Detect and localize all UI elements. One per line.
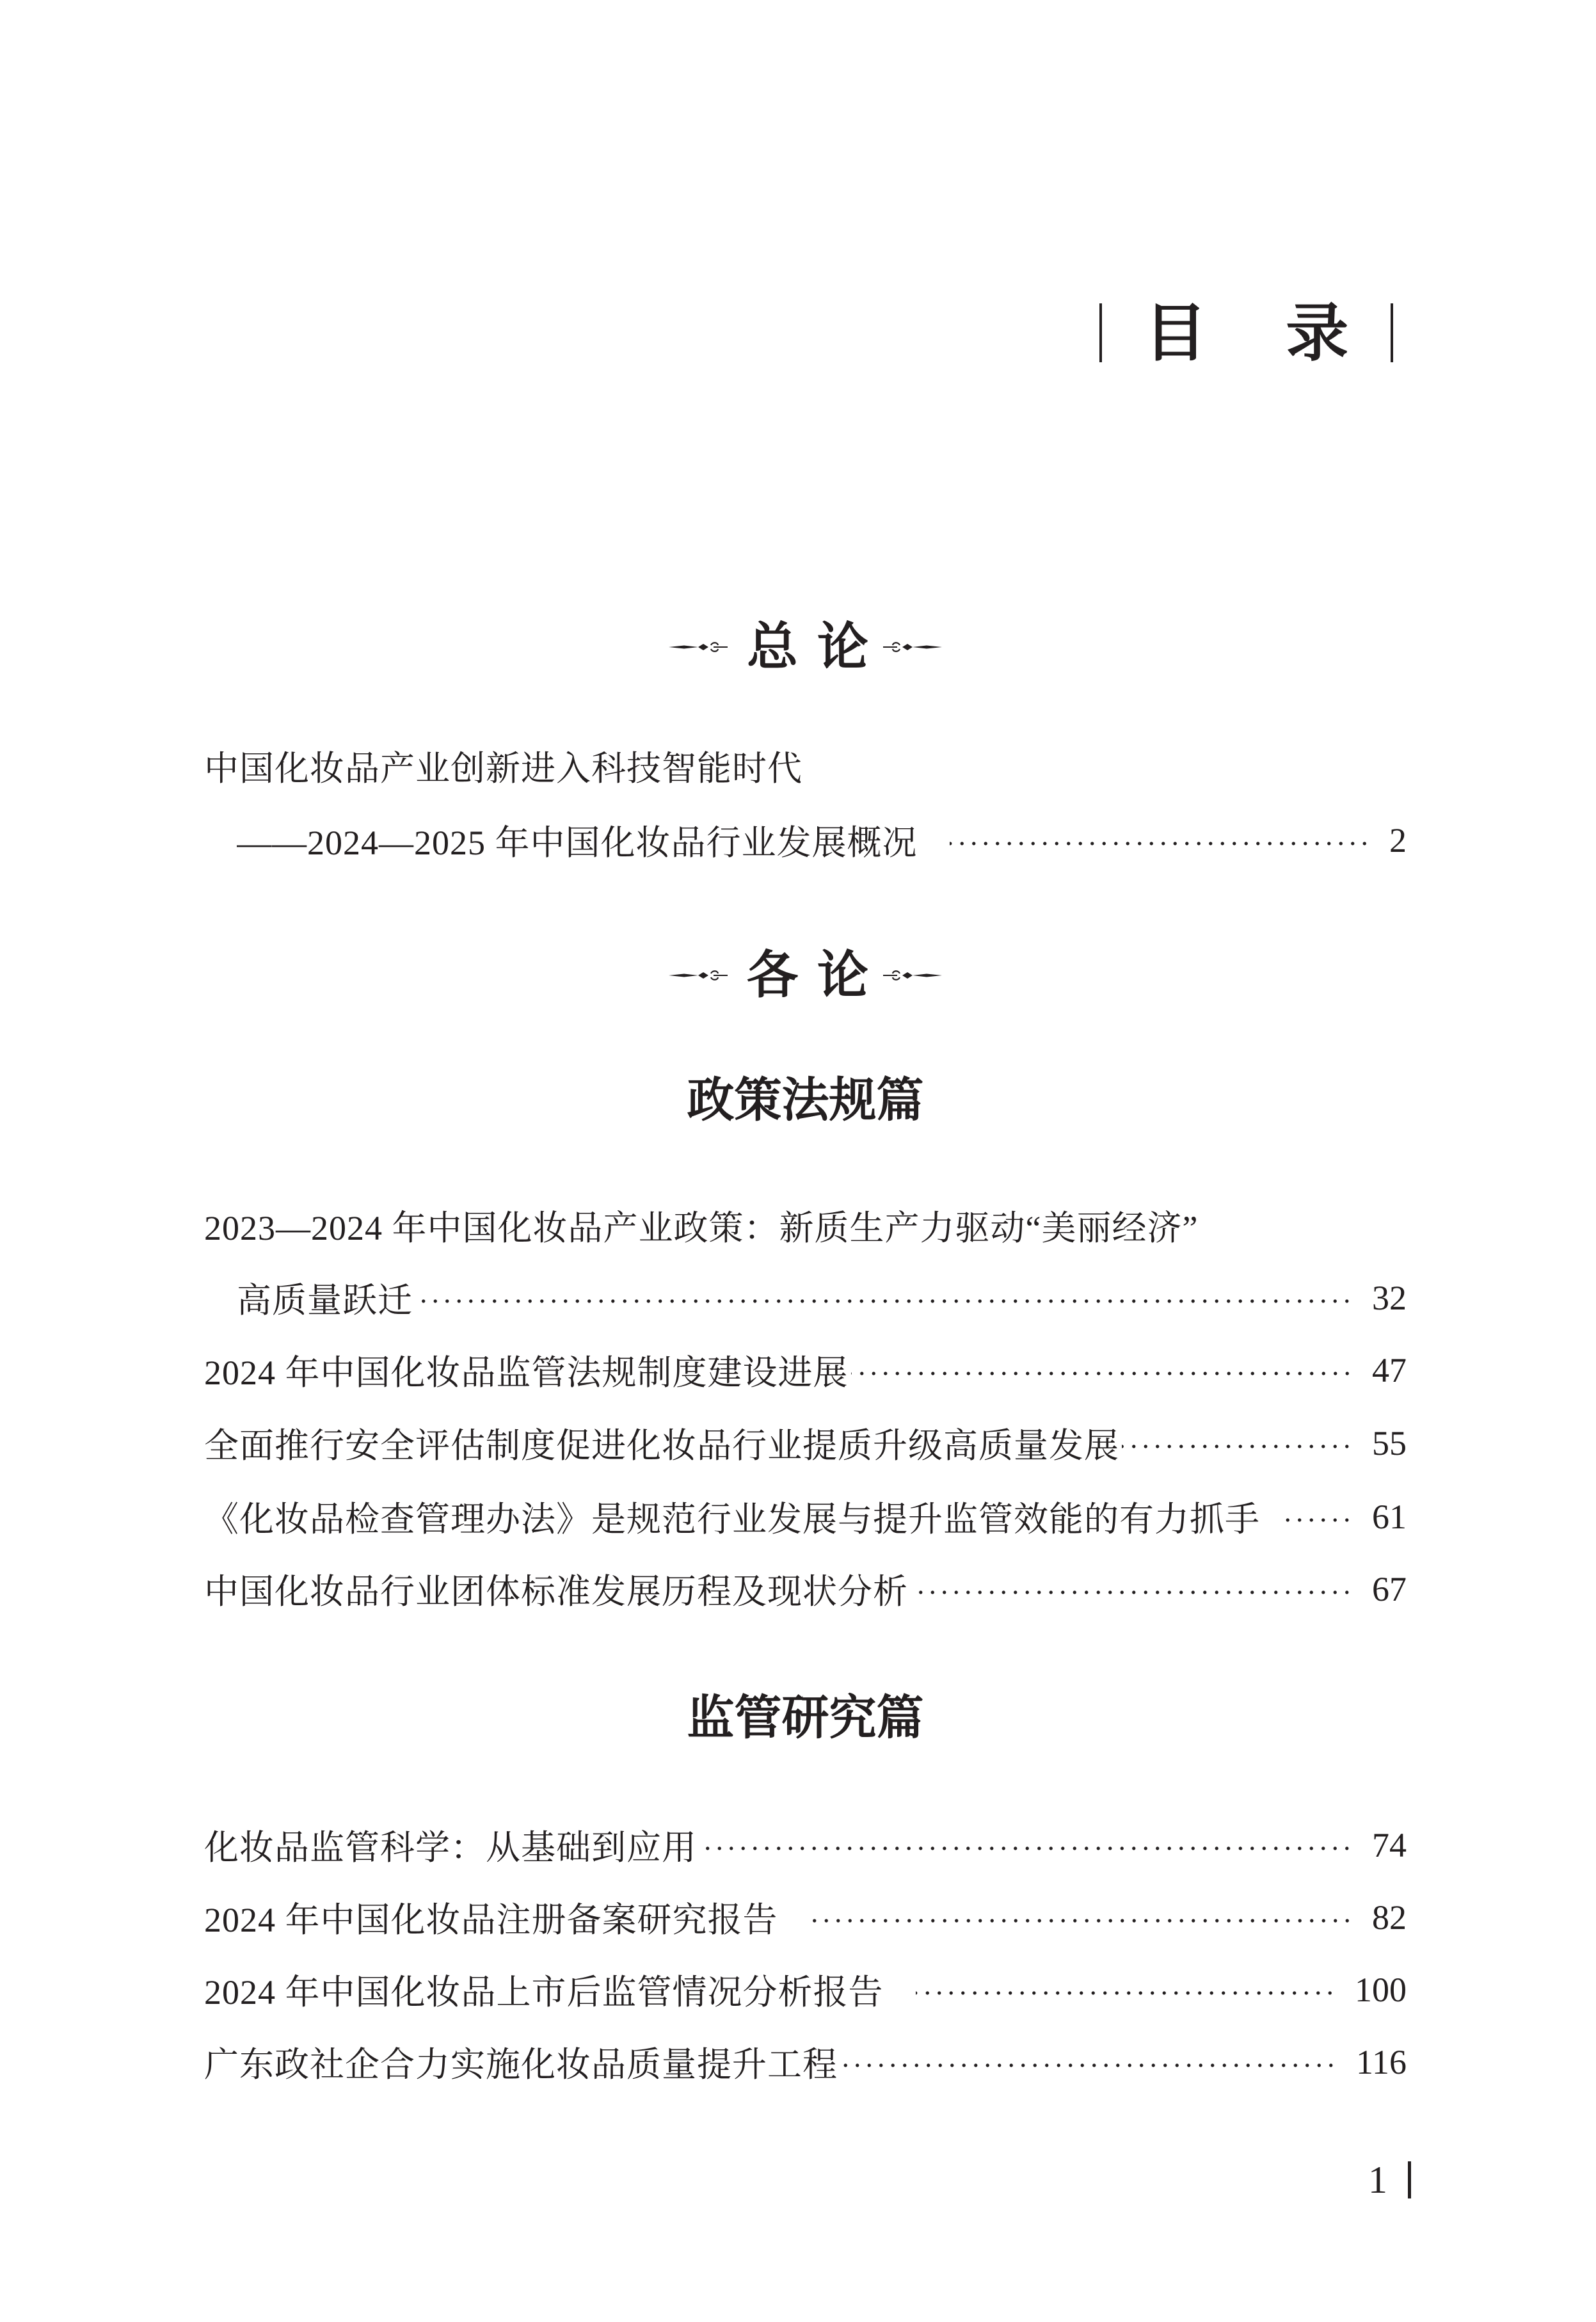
- dot-leader: [950, 840, 1371, 847]
- ornament-right-icon: [883, 639, 942, 655]
- toc-entry: [204, 2026, 1407, 2098]
- ornament-left-icon: [669, 639, 728, 655]
- entry-page-number: 61: [1372, 1497, 1407, 1536]
- toc-title-text: 目 录: [1144, 298, 1380, 368]
- entry-page-number: 82: [1372, 1898, 1407, 1937]
- general-heading-text: 总论: [747, 618, 888, 675]
- entry-page-number: 32: [1372, 1278, 1407, 1317]
- specific-heading: [204, 937, 1407, 1014]
- toc-content: [204, 0, 1407, 2322]
- entry-title: ——2024—2025 年中国化妆品行业发展概况: [237, 824, 918, 862]
- entry-title: 化妆品监管科学：从基础到应用: [204, 1829, 697, 1867]
- entry-title: 中国化妆品产业创新进入科技智能时代: [204, 749, 802, 788]
- dot-leader: [415, 1298, 1353, 1304]
- entry-page-number: 47: [1372, 1350, 1407, 1389]
- entry-title: 2024 年中国化妆品上市后监管情况分析报告: [204, 1973, 884, 2012]
- dot-leader: [1122, 1443, 1353, 1450]
- entry-title: 广东政社企合力实施化妆品质量提升工程: [204, 2046, 838, 2084]
- dot-leader: [911, 1589, 1353, 1596]
- dot-leader: [916, 1990, 1336, 1996]
- dot-leader: [810, 1918, 1353, 1924]
- ornament-left-icon: [669, 967, 728, 984]
- entry-page-number: 2: [1389, 821, 1407, 860]
- entry-page-number: 100: [1355, 1970, 1407, 2009]
- toc-entry: [204, 1881, 1407, 1953]
- toc-entry: [237, 1261, 1407, 1334]
- toc-entry: [237, 804, 1407, 876]
- ornament-right-icon: [883, 967, 942, 984]
- entry-title: 全面推行安全评估制度促进化妆品行业提质升级高质量发展: [204, 1427, 1119, 1465]
- part-heading-policy: 政策法规篇: [687, 1075, 924, 1127]
- toc-entry: [204, 1334, 1407, 1406]
- dot-leader: [699, 1845, 1353, 1852]
- dot-leader: [851, 1370, 1353, 1377]
- entry-title: 中国化妆品行业团体标准发展历程及现状分析: [204, 1573, 908, 1611]
- entry-title: 2024 年中国化妆品监管法规制度建设进展: [204, 1354, 849, 1392]
- page-footer: [1368, 2161, 1411, 2199]
- toc-entry: [204, 1809, 1407, 1881]
- entry-page-number: 67: [1372, 1569, 1407, 1608]
- entry-page-number: 116: [1356, 2042, 1407, 2081]
- toc-entry: [204, 1407, 1407, 1479]
- toc-entry: [204, 1553, 1407, 1625]
- toc-entry-line: [204, 730, 1407, 802]
- general-heading: [204, 609, 1407, 685]
- page-number: 1: [1368, 2159, 1387, 2201]
- entry-title: 2023—2024 年中国化妆品产业政策：新质生产力驱动“美丽经济”: [204, 1209, 1199, 1247]
- dot-leader: [1286, 1517, 1353, 1523]
- entry-title: 高质量跃迁: [237, 1281, 413, 1320]
- toc-entry: [204, 1953, 1407, 2026]
- entry-page-number: 55: [1372, 1423, 1407, 1462]
- specific-heading-text: 各论: [747, 947, 888, 1004]
- part-heading-regulatory-research: 监管研究篇: [687, 1692, 924, 1745]
- dot-leader: [840, 2062, 1337, 2069]
- entry-title: 《化妆品检查管理办法》是规范行业发展与提升监管效能的有力抓手: [204, 1500, 1260, 1539]
- toc-entry: [204, 1480, 1407, 1553]
- entry-page-number: 74: [1372, 1825, 1407, 1864]
- toc-entry-line: [204, 1189, 1407, 1261]
- entry-title: 2024 年中国化妆品注册备案研究报告: [204, 1901, 778, 1939]
- page-number-bar: [1408, 2161, 1411, 2198]
